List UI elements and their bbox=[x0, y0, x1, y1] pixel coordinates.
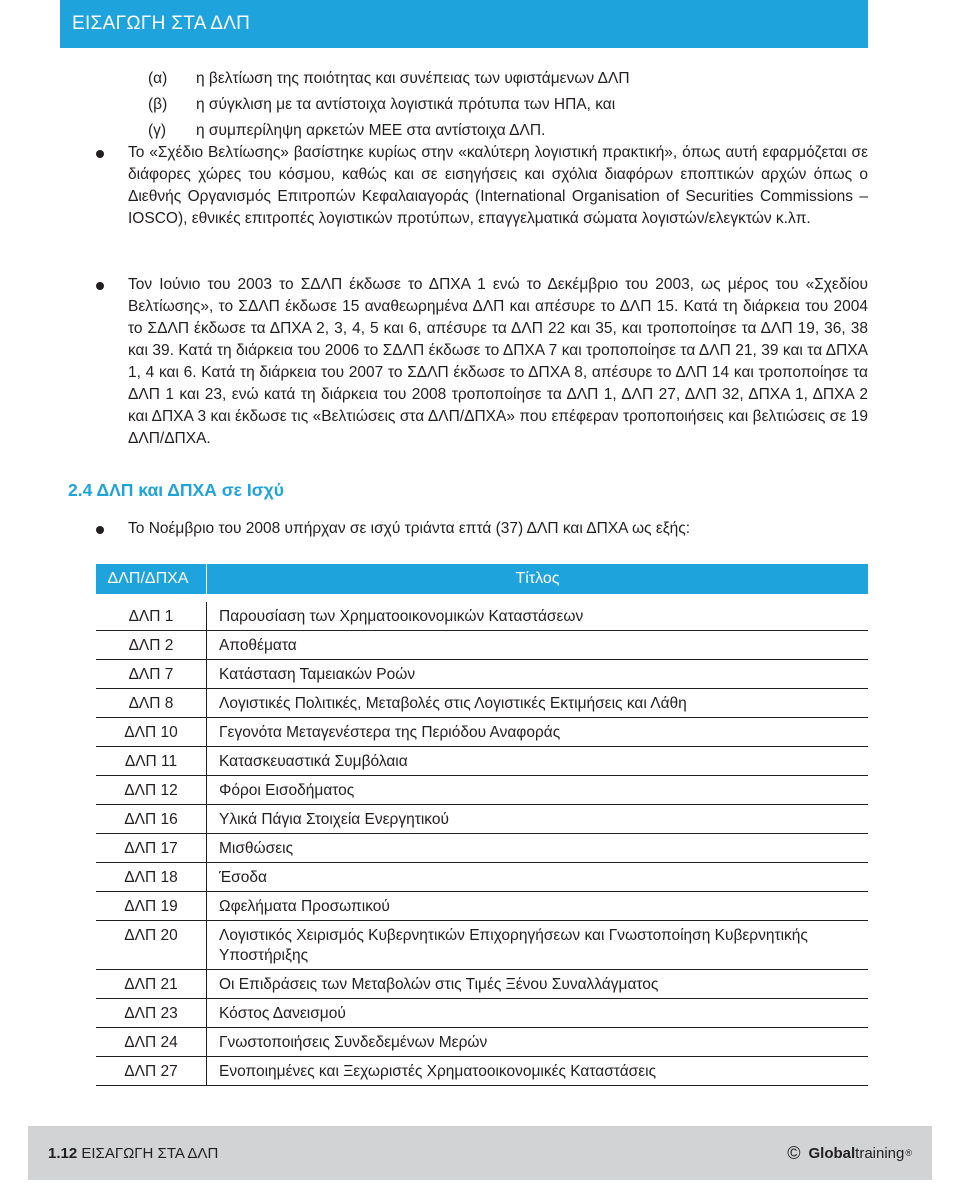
table-row bbox=[96, 892, 868, 921]
bullet-paragraph bbox=[96, 142, 868, 230]
standard-code: ΔΛΠ 10 bbox=[96, 718, 207, 747]
table-row bbox=[96, 970, 868, 999]
bullet-icon bbox=[96, 150, 104, 158]
table-row bbox=[96, 1057, 868, 1086]
list-letter: (γ) bbox=[148, 122, 167, 139]
standard-title: Ωφελήματα Προσωπικού bbox=[207, 892, 869, 921]
page-number: 1.12 bbox=[48, 1144, 78, 1162]
table-row bbox=[96, 776, 868, 805]
list-item bbox=[148, 92, 848, 118]
standard-title: Λογιστικές Πολιτικές, Μεταβολές στις Λογιστικές Εκτιμήσεις και Λάθη bbox=[207, 689, 869, 718]
table-row bbox=[96, 631, 868, 660]
standard-code: ΔΛΠ 20 bbox=[96, 921, 207, 970]
standard-title: Παρουσίαση των Χρηματοοικονομικών Καταστάσεων bbox=[207, 602, 869, 631]
bullet-text: Το Νοέμβριο του 2008 υπήρχαν σε ισχύ τριάντα επτά (37) ΔΛΠ και ΔΠΧΑ ως εξής: bbox=[128, 520, 691, 537]
standard-code: ΔΛΠ 2 bbox=[96, 631, 207, 660]
standard-code: ΔΛΠ 21 bbox=[96, 970, 207, 999]
column-header-code: ΔΛΠ/ΔΠΧΑ bbox=[96, 564, 207, 594]
bullet-paragraph bbox=[96, 274, 868, 450]
table-row bbox=[96, 805, 868, 834]
standard-code: ΔΛΠ 12 bbox=[96, 776, 207, 805]
standard-code: ΔΛΠ 17 bbox=[96, 834, 207, 863]
standard-code: ΔΛΠ 11 bbox=[96, 747, 207, 776]
standard-title: Γεγονότα Μεταγενέστερα της Περιόδου Αναφοράς bbox=[207, 718, 869, 747]
footer-section-title: ΕΙΣΑΓΩΓΗ ΣΤΑ ΔΛΠ bbox=[81, 1144, 219, 1162]
list-item bbox=[148, 118, 848, 144]
list-item bbox=[148, 66, 848, 92]
list-text: η συμπερίληψη αρκετών ΜΕΕ στα αντίστοιχα ΔΛΠ. bbox=[196, 122, 546, 139]
brand-name-bold: Global bbox=[808, 1144, 856, 1162]
brand-logo bbox=[787, 1143, 912, 1164]
list-text: η βελτίωση της ποιότητας και συνέπειας των υφιστάμενων ΔΛΠ bbox=[196, 70, 630, 87]
column-header-title: Τίτλος bbox=[207, 564, 869, 594]
list-letter: (β) bbox=[148, 96, 168, 113]
page-footer bbox=[28, 1126, 932, 1180]
table-row bbox=[96, 602, 868, 631]
table-row bbox=[96, 747, 868, 776]
bullet-text: Το «Σχέδιο Βελτίωσης» βασίστηκε κυρίως στην «καλύτερη λογιστική πρακτική», όπως αυτή εφαρμόζεται σε διάφορες χώρες του κόσμου, καθώς και σε εισηγήσεις και σχόλια διαφόρων εποπτικών αρχών όπως ο Διεθνής Οργανισμός Επιτροπών Κεφαλαιαγοράς (International Organisation of Securities Commissions – IOSCO), εθνικές επιτροπές λογιστικών προτύπων, επαγγελματικά σώματα λογιστών/ελεγκτών κ.λπ. bbox=[128, 144, 868, 227]
standard-title: Κόστος Δανεισμού bbox=[207, 999, 869, 1028]
table-row bbox=[96, 921, 868, 970]
table-row bbox=[96, 689, 868, 718]
table-row bbox=[96, 718, 868, 747]
lettered-list bbox=[148, 66, 848, 144]
standard-title: Γνωστοποιήσεις Συνδεδεμένων Μερών bbox=[207, 1028, 869, 1057]
standard-code: ΔΛΠ 24 bbox=[96, 1028, 207, 1057]
bullet-paragraph bbox=[96, 518, 868, 540]
standard-title: Ενοποιημένες και Ξεχωριστές Χρηματοοικονομικές Καταστάσεις bbox=[207, 1057, 869, 1086]
header-title: ΕΙΣΑΓΩΓΗ ΣΤΑ ΔΛΠ bbox=[72, 13, 251, 34]
footer-page-label bbox=[48, 1145, 218, 1162]
table-header-row bbox=[96, 564, 868, 594]
standard-code: ΔΛΠ 8 bbox=[96, 689, 207, 718]
copyright-icon: © bbox=[787, 1142, 801, 1163]
bullet-icon bbox=[96, 526, 104, 534]
standard-code: ΔΛΠ 7 bbox=[96, 660, 207, 689]
standard-title: Μισθώσεις bbox=[207, 834, 869, 863]
list-letter: (α) bbox=[148, 70, 168, 87]
table-row bbox=[96, 834, 868, 863]
section-heading: 2.4 ΔΛΠ και ΔΠΧΑ σε Ισχύ bbox=[68, 480, 284, 500]
standard-code: ΔΛΠ 18 bbox=[96, 863, 207, 892]
standard-title: Κατάσταση Ταμειακών Ροών bbox=[207, 660, 869, 689]
brand-name-regular: training bbox=[855, 1144, 905, 1162]
standard-title: Λογιστικός Χειρισμός Κυβερνητικών Επιχορηγήσεων και Γνωστοποίηση Κυβερνητικής Υποστήριξης bbox=[207, 921, 869, 970]
standard-code: ΔΛΠ 19 bbox=[96, 892, 207, 921]
table-row bbox=[96, 999, 868, 1028]
standard-title: Φόροι Εισοδήματος bbox=[207, 776, 869, 805]
standard-title: Έσοδα bbox=[207, 863, 869, 892]
standard-code: ΔΛΠ 16 bbox=[96, 805, 207, 834]
table-row bbox=[96, 660, 868, 689]
page-header bbox=[60, 0, 868, 48]
standard-title: Υλικά Πάγια Στοιχεία Ενεργητικού bbox=[207, 805, 869, 834]
bullet-text: Τον Ιούνιο του 2003 το ΣΔΛΠ έκδωσε το ΔΠΧΑ 1 ενώ το Δεκέμβριο του 2003, ως μέρος του «Σχεδίου Βελτίωσης», το ΣΔΛΠ έκδωσε 15 αναθεωρημένα ΔΛΠ και απέσυρε το ΔΛΠ 15. Κατά τη διάρκεια του 2004 το ΣΔΛΠ έκδωσε τα ΔΠΧΑ 2, 3, 4, 5 και 6, απέσυρε τα ΔΛΠ 22 και 35, και τροποποίησε τα ΔΛΠ 19, 36, 38 και 39. Κατά τη διάρκεια του 2006 το ΣΔΛΠ έκδωσε το ΔΠΧΑ 7 και τροποποίησε τα ΔΛΠ 21, 39 και τα ΔΠΧΑ 1, 4 και 6. Κατά τη διάρκεια του 2007 το ΣΔΛΠ έκδωσε το ΔΠΧΑ 8, απέσυρε το ΔΛΠ 14 και τροποποίησε τα ΔΛΠ 1 και 23, ενώ κατά τη διάρκεια του 2008 τροποποίησε τα ΔΛΠ 1, ΔΛΠ 27, ΔΛΠ 32, ΔΠΧΑ 1, ΔΠΧΑ 2 και ΔΠΧΑ 3 και έκδωσε τις «Βελτιώσεις στα ΔΛΠ/ΔΠΧΑ» που επέφεραν τροποποιήσεις και βελτιώσεις σε 19 ΔΛΠ/ΔΠΧΑ. bbox=[128, 276, 868, 447]
table-row bbox=[96, 1028, 868, 1057]
standard-title: Κατασκευαστικά Συμβόλαια bbox=[207, 747, 869, 776]
table-row bbox=[96, 863, 868, 892]
standard-code: ΔΛΠ 23 bbox=[96, 999, 207, 1028]
list-text: η σύγκλιση με τα αντίστοιχα λογιστικά πρότυπα των ΗΠΑ, και bbox=[196, 96, 616, 113]
standard-code: ΔΛΠ 1 bbox=[96, 602, 207, 631]
standard-title: Αποθέματα bbox=[207, 631, 869, 660]
standard-code: ΔΛΠ 27 bbox=[96, 1057, 207, 1086]
standards-table bbox=[96, 564, 868, 1086]
standard-title: Οι Επιδράσεις των Μεταβολών στις Τιμές Ξένου Συναλλάγματος bbox=[207, 970, 869, 999]
registered-icon: ® bbox=[905, 1148, 912, 1158]
bullet-icon bbox=[96, 282, 104, 290]
